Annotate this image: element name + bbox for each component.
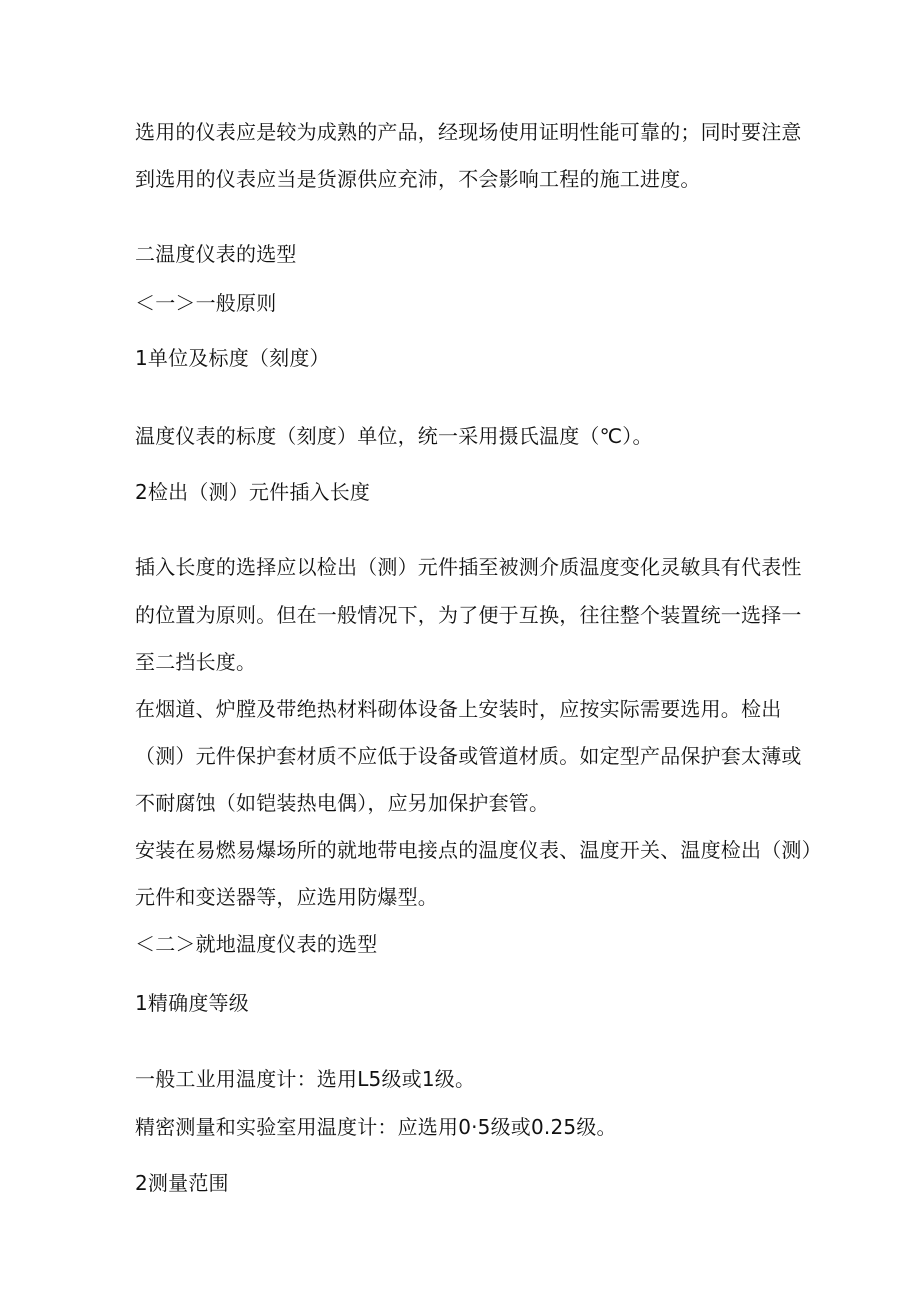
insertion-para-line-2: 的位置为原则。但在一般情况下，为了便于互换，往往整个装置统一选择一 (135, 603, 802, 627)
insertion-para-line-3: 至二挡长度。 (135, 650, 257, 674)
explosion-para-line-1: 安装在易燃易爆场所的就地带电接点的温度仪表、温度开关、温度检出（测） (135, 838, 822, 862)
intro-line-2: 到选用的仪表应当是货源供应充沛，不会影响工程的施工进度。 (135, 167, 701, 191)
flue-para-line-3: 不耐腐蚀（如铠装热电偶），应另加保护套管。 (135, 791, 550, 815)
flue-para-line-1: 在烟道、炉膛及带绝热材料砌体设备上安装时，应按实际需要选用。检出 (135, 697, 782, 721)
section-title: 二温度仪表的选型 (135, 242, 297, 266)
item-heading-insertion-length: 2检出（测）元件插入长度 (135, 480, 371, 504)
flue-para-line-2: （测）元件保护套材质不应低于设备或管道材质。如定型产品保护套太薄或 (135, 744, 802, 768)
item-heading-accuracy: 1精确度等级 (135, 991, 249, 1015)
insertion-para-line-1: 插入长度的选择应以检出（测）元件插至被测介质温度变化灵敏具有代表性 (135, 555, 802, 579)
explosion-para-line-2: 元件和变送器等，应选用防爆型。 (135, 885, 438, 909)
item-heading-unit-scale: 1单位及标度（刻度） (135, 346, 330, 370)
accuracy-line-1: 一般工业用温度计：选用L5级或1级。 (135, 1067, 476, 1091)
subsection-heading-local: ＜二＞就地温度仪表的选型 (135, 932, 378, 956)
subsection-heading-general: ＜一＞一般原则 (135, 291, 277, 315)
intro-line-1: 选用的仪表应是较为成熟的产品，经现场使用证明性能可靠的；同时要注意 (135, 120, 802, 144)
item-heading-range: 2测量范围 (135, 1171, 229, 1195)
paragraph-unit-scale: 温度仪表的标度（刻度）单位，统一采用摄氏温度（℃）。 (135, 424, 653, 448)
accuracy-line-2: 精密测量和实验室用温度计：应选用0·5级或0.25级。 (135, 1115, 617, 1139)
